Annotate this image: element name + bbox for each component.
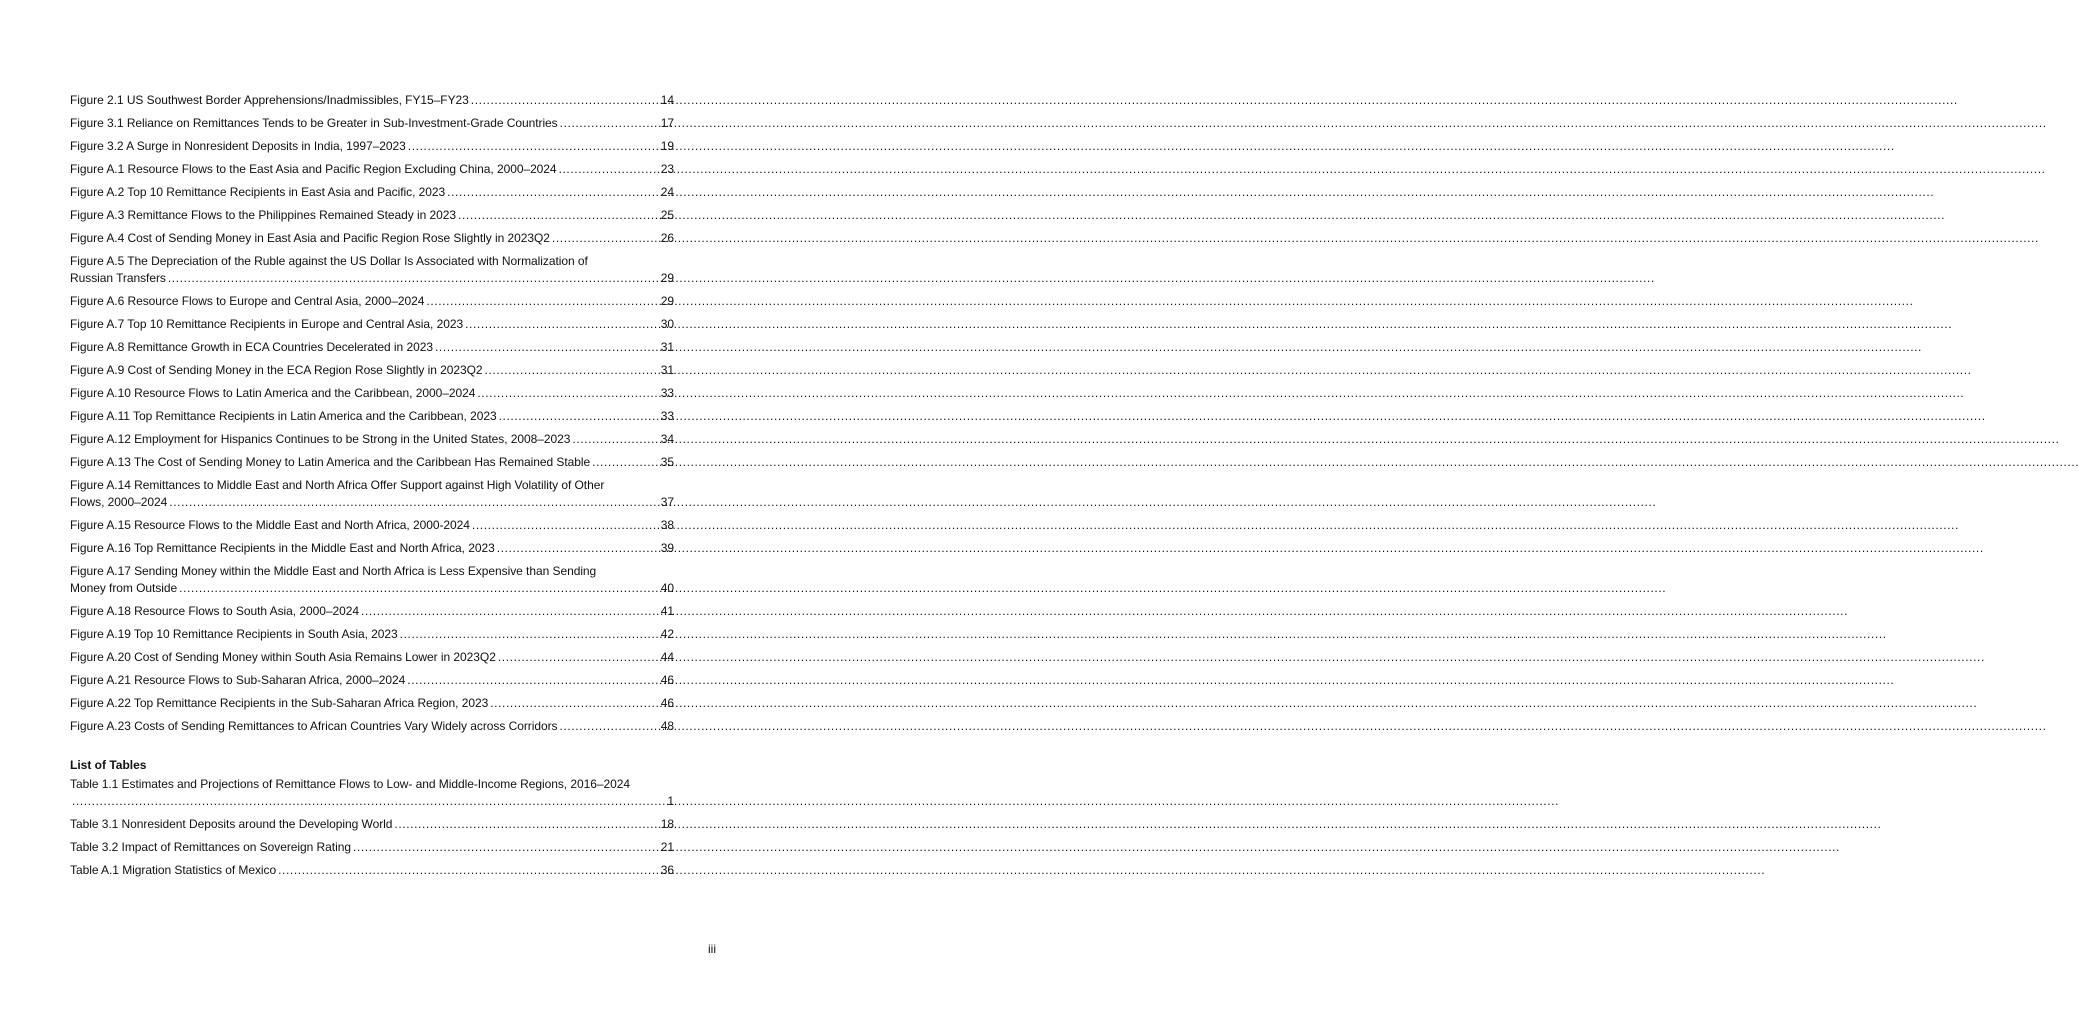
table-entry[interactable]: [70, 816, 674, 833]
entry-title: Figure 3.1 Reliance on Remittances Tends to be Greater in Sub-Investment-Grade Countries: [70, 116, 558, 130]
entry-title: Figure A.2 Top 10 Remittance Recipients in East Asia and Pacific, 2023: [70, 185, 446, 199]
table-entry[interactable]: [70, 776, 674, 810]
entry-page-number: 29: [660, 271, 674, 285]
dot-leader: [485, 362, 659, 379]
entry-last-line: [70, 793, 674, 810]
dot-leader: [353, 839, 659, 856]
entry-page-number: 35: [660, 455, 674, 469]
figure-entry[interactable]: [70, 408, 674, 425]
entry-title: Figure A.6 Resource Flows to Europe and Central Asia, 2000–2024: [70, 294, 425, 308]
dot-leader: [572, 431, 658, 448]
entry-title: Figure A.7 Top 10 Remittance Recipients in Europe and Central Asia, 2023: [70, 317, 464, 331]
dot-leader: [560, 115, 659, 132]
dot-leader: [472, 517, 659, 534]
dot-leader: [408, 138, 659, 155]
list-of-tables-heading: List of Tables: [70, 758, 147, 772]
entry-page-number: 23: [660, 162, 674, 176]
entry-title-continued: Flows, 2000–2024: [70, 495, 168, 509]
entry-page-number: 36: [660, 863, 674, 877]
entry-page-number: 29: [660, 294, 674, 308]
dot-leader: [552, 230, 659, 247]
figure-entry[interactable]: [70, 339, 674, 356]
entry-title: Table 3.1 Nonresident Deposits around the Developing World: [70, 817, 393, 831]
page-number: iii: [708, 942, 716, 956]
dot-leader: [490, 695, 659, 712]
figure-entry[interactable]: [70, 385, 674, 402]
entry-title: Figure 3.2 A Surge in Nonresident Deposits in India, 1997–2023: [70, 139, 406, 153]
dot-leader: [361, 603, 659, 620]
entry-title: Table 3.2 Impact of Remittances on Sovereign Rating: [70, 840, 351, 854]
figure-entry[interactable]: [70, 207, 674, 224]
dot-leader: [168, 270, 659, 287]
figure-entry[interactable]: [70, 540, 674, 557]
entry-title: Figure A.21 Resource Flows to Sub-Saharan Africa, 2000–2024: [70, 673, 406, 687]
entry-page-number: 41: [660, 604, 674, 618]
figure-entry[interactable]: [70, 362, 674, 379]
entry-page-number: 19: [660, 139, 674, 153]
figure-entry[interactable]: [70, 603, 674, 620]
dot-leader: [465, 316, 659, 333]
entry-page-number: 24: [660, 185, 674, 199]
figure-entry[interactable]: [70, 316, 674, 333]
entry-title: Figure A.1 Resource Flows to the East Asia and Pacific Region Excluding China, 2000–2024: [70, 162, 557, 176]
entry-page-number: 17: [660, 116, 674, 130]
figure-entry[interactable]: [70, 230, 674, 247]
dot-leader: [499, 408, 659, 425]
dot-leader: [471, 92, 659, 109]
entry-title: Table A.1 Migration Statistics of Mexico: [70, 863, 277, 877]
dot-leader: [559, 718, 658, 735]
dot-leader: [394, 816, 658, 833]
entry-title: Figure A.13 The Cost of Sending Money to Latin America and the Caribbean Has Remained Stable: [70, 455, 591, 469]
dot-leader: [498, 649, 659, 666]
entry-title: Figure 2.1 US Southwest Border Apprehensions/Inadmissibles, FY15–FY23: [70, 93, 469, 107]
entry-title: Figure A.10 Resource Flows to Latin America and the Caribbean, 2000–2024: [70, 386, 476, 400]
entry-title: Figure A.15 Resource Flows to the Middle East and North Africa, 2000-2024: [70, 518, 470, 532]
figure-entry[interactable]: [70, 695, 674, 712]
entry-page-number: 33: [660, 386, 674, 400]
list-of-tables: [70, 776, 674, 879]
dot-leader: [447, 184, 659, 201]
figure-entry[interactable]: [70, 253, 674, 287]
entry-title: Figure A.3 Remittance Flows to the Philippines Remained Steady in 2023: [70, 208, 457, 222]
dot-leader: [426, 293, 658, 310]
figure-entry[interactable]: [70, 626, 674, 643]
entry-title: Figure A.19 Top 10 Remittance Recipients in South Asia, 2023: [70, 627, 398, 641]
figure-entry[interactable]: [70, 138, 674, 155]
table-entry[interactable]: [70, 839, 674, 856]
figure-entry[interactable]: [70, 92, 674, 109]
entry-page-number: 39: [660, 541, 674, 555]
figure-entry[interactable]: [70, 517, 674, 534]
entry-title: Figure A.20 Cost of Sending Money within South Asia Remains Lower in 2023Q2: [70, 650, 496, 664]
figure-entry[interactable]: [70, 477, 674, 511]
entry-title: Figure A.11 Top Remittance Recipients in Latin America and the Caribbean, 2023: [70, 409, 497, 423]
entry-title: Figure A.17 Sending Money within the Middle East and North Africa is Less Expensive than Sending: [70, 564, 597, 578]
dot-leader: [179, 580, 659, 597]
entry-page-number: 18: [660, 817, 674, 831]
entry-title: Figure A.8 Remittance Growth in ECA Countries Decelerated in 2023: [70, 340, 433, 354]
table-of-contents: [70, 92, 674, 885]
dot-leader: [592, 454, 659, 471]
figure-entry[interactable]: [70, 718, 674, 735]
figure-entry[interactable]: [70, 649, 674, 666]
entry-title: Figure A.9 Cost of Sending Money in the ECA Region Rose Slightly in 2023Q2: [70, 363, 483, 377]
table-entry[interactable]: [70, 862, 674, 879]
figure-entry[interactable]: [70, 454, 674, 471]
entry-page-number: 30: [660, 317, 674, 331]
entry-last-line: [70, 580, 674, 597]
entry-page-number: 14: [660, 93, 674, 107]
figure-entry[interactable]: [70, 672, 674, 689]
dot-leader: [407, 672, 658, 689]
entry-page-number: 42: [660, 627, 674, 641]
entry-title-continued: Russian Transfers: [70, 271, 166, 285]
entry-page-number: 1: [667, 794, 674, 808]
entry-page-number: 46: [660, 696, 674, 710]
entry-title: Figure A.18 Resource Flows to South Asia, 2000–2024: [70, 604, 359, 618]
figure-entry[interactable]: [70, 293, 674, 310]
entry-page-number: 44: [660, 650, 674, 664]
entry-title: Figure A.5 The Depreciation of the Ruble against the US Dollar Is Associated with Normalization of: [70, 254, 588, 268]
entry-page-number: 25: [660, 208, 674, 222]
dot-leader: [477, 385, 658, 402]
entry-last-line: [70, 494, 674, 511]
entry-page-number: 31: [660, 363, 674, 377]
list-of-figures: [70, 92, 674, 735]
entry-title: Figure A.4 Cost of Sending Money in East Asia and Pacific Region Rose Slightly in 2023Q2: [70, 231, 550, 245]
entry-page-number: 40: [660, 581, 674, 595]
entry-page-number: 38: [660, 518, 674, 532]
figure-entry[interactable]: [70, 563, 674, 597]
entry-title: Figure A.12 Employment for Hispanics Continues to be Strong in the United States, 2008–2023: [70, 432, 571, 446]
entry-page-number: 48: [660, 719, 674, 733]
figure-entry[interactable]: [70, 115, 674, 132]
dot-leader: [278, 862, 659, 879]
figure-entry[interactable]: [70, 431, 674, 448]
entry-title: Figure A.14 Remittances to Middle East and North Africa Offer Support against High Volatility of Other: [70, 478, 605, 492]
entry-page-number: 34: [660, 432, 674, 446]
entry-page-number: 31: [660, 340, 674, 354]
dot-leader: [497, 540, 659, 557]
dot-leader: [169, 494, 658, 511]
dot-leader: [458, 207, 659, 224]
dot-leader: [400, 626, 659, 643]
entry-page-number: 21: [660, 840, 674, 854]
entry-last-line: [70, 270, 674, 287]
figure-entry[interactable]: [70, 184, 674, 201]
entry-page-number: 46: [660, 673, 674, 687]
dot-leader: [559, 161, 659, 178]
figure-entry[interactable]: [70, 161, 674, 178]
entry-page-number: 37: [660, 495, 674, 509]
entry-title: Figure A.23 Costs of Sending Remittances to African Countries Vary Widely across Corridors: [70, 719, 558, 733]
entry-title: Table 1.1 Estimates and Projections of Remittance Flows to Low- and Middle-Income Regions, 2016–2024: [70, 777, 630, 791]
entry-title-continued: Money from Outside: [70, 581, 178, 595]
entry-page-number: 26: [660, 231, 674, 245]
entry-title: Figure A.22 Top Remittance Recipients in the Sub-Saharan Africa Region, 2023: [70, 696, 489, 710]
entry-title: Figure A.16 Top Remittance Recipients in the Middle East and North Africa, 2023: [70, 541, 495, 555]
dot-leader: [72, 793, 665, 810]
dot-leader: [435, 339, 659, 356]
entry-page-number: 33: [660, 409, 674, 423]
